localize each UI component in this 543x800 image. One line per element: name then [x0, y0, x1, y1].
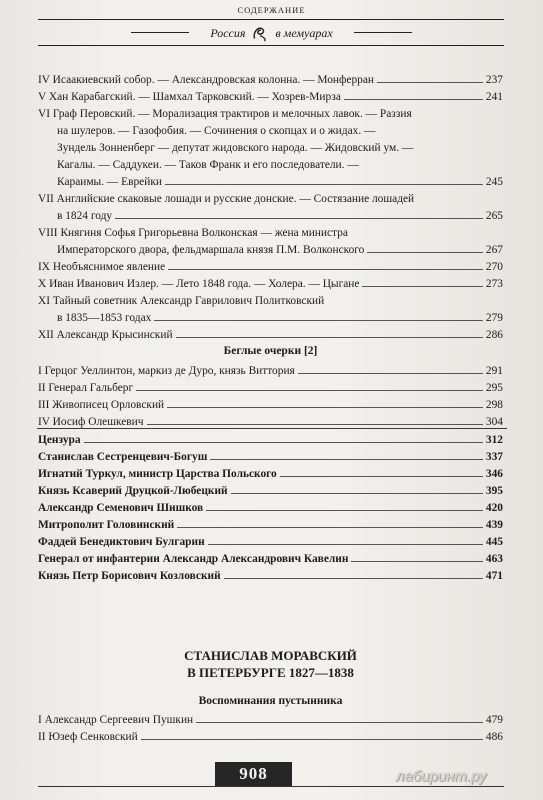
toc-entry	[38, 327, 503, 344]
toc-entry	[38, 551, 503, 568]
section-title-sketches: Беглые очерки [2]	[223, 345, 318, 357]
toc-group-chapters	[38, 72, 503, 344]
toc-entry	[38, 293, 503, 327]
toc-entry-text: Митрополит Головинский	[38, 519, 175, 531]
toc-entry-text: Кагалы. — Саддукеи. — Таков Франк и его последователи. —	[57, 159, 359, 171]
toc-entry-text: I Александр Сергеевич Пушкин	[38, 714, 194, 726]
swash-left	[131, 32, 189, 33]
toc-group-memoirs	[38, 712, 503, 746]
page-number: 908	[215, 762, 292, 786]
toc-entry-text: Караимы. — Еврейки	[57, 176, 162, 188]
header-rule-top	[38, 19, 504, 20]
toc-entry-text: II Генерал Гальберг	[38, 382, 134, 394]
toc-entry	[38, 729, 503, 746]
toc-entry-text: VII Английские скаковые лошади и русские донские. — Состязание лошадей	[38, 193, 415, 205]
toc-entry	[38, 432, 503, 449]
dot-leader	[210, 458, 483, 460]
toc-entry-text: Александр Семенович Шишков	[38, 502, 204, 514]
toc-entry-text: IV Иосиф Олешкевич	[38, 416, 144, 428]
toc-page-number: 346	[485, 468, 503, 480]
series-logo-icon	[251, 25, 269, 43]
toc-entry	[38, 106, 503, 191]
toc-entry	[38, 466, 503, 483]
toc-page-number: 241	[485, 91, 503, 103]
toc-entry	[38, 380, 503, 397]
dot-leader	[362, 285, 483, 287]
toc-entry-text: Князь Петр Борисович Козловский	[38, 570, 221, 582]
toc-group-sketches	[38, 363, 503, 431]
toc-entry-text: I Герцог Уеллинтон, маркиз де Дуро, князь Виттория	[38, 365, 295, 377]
toc-entry	[38, 191, 503, 225]
dot-leader	[177, 526, 483, 528]
dot-leader	[136, 389, 483, 391]
toc-entry-text: IX Необъяснимое явление	[38, 261, 166, 273]
toc-page-number: 298	[485, 399, 503, 411]
running-header: СОДЕРЖАНИЕ	[237, 5, 306, 15]
toc-page-number: 420	[485, 502, 503, 514]
toc-page-number: 295	[485, 382, 503, 394]
toc-entry-text: III Живописец Орловский	[38, 399, 165, 411]
dot-leader	[167, 406, 483, 408]
toc-page-number: 395	[485, 485, 503, 497]
toc-page-number: 279	[485, 312, 503, 324]
toc-entry	[38, 712, 503, 729]
toc-entry-text: V Хан Карабагский. — Шамхал Тарковский. — Хозрев-Мирза	[38, 91, 341, 103]
part-title-line2: В ПЕТЕРБУРГЕ 1827—1838	[187, 665, 354, 680]
toc-entry-text: Генерал от инфантерии Александр Александрович Кавелин	[38, 553, 349, 565]
toc-entry-text: в 1835—1853 годах	[57, 312, 152, 324]
toc-group-portraits	[38, 432, 503, 585]
toc-entry	[38, 449, 503, 466]
dot-leader	[115, 217, 483, 219]
toc-entry-text: Станислав Сестренцевич-Богуш	[38, 451, 208, 463]
toc-entry-text: XII Александр Крысинский	[38, 329, 173, 341]
toc-page-number: 463	[485, 553, 503, 565]
part-title-line1: СТАНИСЛАВ МОРАВСКИЙ	[184, 648, 357, 663]
toc-page-number: 312	[485, 434, 503, 446]
dot-leader	[280, 475, 483, 477]
toc-entry	[38, 363, 503, 380]
toc-page-number: 237	[485, 74, 503, 86]
series-title-right: в мемуарах	[275, 25, 333, 40]
toc-page-number: 286	[485, 329, 503, 341]
toc-page-number: 270	[485, 261, 503, 273]
toc-entry	[38, 500, 503, 517]
toc-entry-text: Фаддей Бенедиктович Булгарин	[38, 536, 205, 548]
toc-entry	[38, 397, 503, 414]
dot-leader	[224, 577, 483, 579]
series-title-left: Россия	[210, 25, 246, 40]
toc-entry-text: XI Тайный советник Александр Гаврилович Политковский	[38, 295, 325, 307]
toc-entry	[38, 225, 503, 259]
dot-leader	[165, 183, 483, 185]
toc-entry-text: Императорского двора, фельдмаршала князя П.М. Волконского	[57, 244, 365, 256]
toc-entry-text: VIII Княгиня Софья Григорьевна Волконская — жена министра	[38, 227, 348, 239]
toc-page-number: 471	[485, 570, 503, 582]
dot-leader	[367, 251, 483, 253]
dot-leader	[168, 268, 483, 270]
toc-page-number: 337	[485, 451, 503, 463]
toc-entry	[38, 259, 503, 276]
dot-leader	[208, 543, 483, 545]
dot-leader	[206, 509, 483, 511]
toc-page-number: 291	[485, 365, 503, 377]
section-title-memoirs: Воспоминания пустынника	[198, 695, 343, 707]
toc-page-number: 479	[485, 714, 503, 726]
toc-entry-text: X Иван Иванович Излер. — Лето 1848 года. — Холера. — Цыгане	[38, 278, 360, 290]
dot-leader	[154, 319, 483, 321]
toc-entry-text: в 1824 году	[57, 210, 113, 222]
dot-leader	[147, 423, 484, 425]
dot-leader	[298, 372, 483, 374]
toc-entry-text: Игнатий Туркул, министр Царства Польского	[38, 468, 277, 480]
toc-entry	[38, 534, 503, 551]
series-title	[0, 25, 543, 43]
toc-entry	[38, 276, 503, 293]
toc-page-number: 486	[485, 731, 503, 743]
dot-leader	[344, 98, 483, 100]
dot-leader	[377, 81, 483, 83]
toc-page-number: 273	[485, 278, 503, 290]
dot-leader	[84, 441, 483, 443]
toc-entry-text: на шулеров. — Газофобия. — Сочинения о скопцах и о жидах. —	[57, 125, 376, 137]
dot-leader	[196, 721, 483, 723]
toc-page-number: 445	[485, 536, 503, 548]
toc-page-number: 439	[485, 519, 503, 531]
dot-leader	[141, 738, 483, 740]
toc-page-number: 267	[485, 244, 503, 256]
toc-page-number: 265	[485, 210, 503, 222]
toc-entry	[38, 483, 503, 500]
toc-entry	[38, 89, 503, 106]
header-rule-bottom	[38, 45, 504, 46]
toc-entry-text: IV Исаакиевский собор. — Александровская колонна. — Монферран	[38, 74, 374, 86]
toc-entry-text: II Юзеф Сенковский	[38, 731, 138, 743]
toc-entry	[38, 568, 503, 585]
toc-entry-text: Цензура	[38, 434, 81, 446]
toc-entry-text: Князь Ксаверий Друцкой-Любецкий	[38, 485, 228, 497]
watermark: лабиринт.ру	[396, 768, 487, 785]
dot-leader	[231, 492, 483, 494]
swash-right	[354, 32, 412, 33]
toc-entry-text: VI Граф Перовский. — Морализация трактиров и мелочных лавок. — Раззия	[38, 108, 412, 120]
toc-page-number: 304	[485, 416, 503, 428]
section-divider	[37, 428, 507, 429]
footer-rule	[38, 786, 504, 787]
dot-leader	[351, 560, 483, 562]
toc-page-number: 245	[485, 176, 503, 188]
toc-entry	[38, 517, 503, 534]
toc-entry-text: Зундель Зонненберг — депутат жидовского народа. — Жидовский ум. —	[57, 142, 414, 154]
toc-entry	[38, 72, 503, 89]
dot-leader	[176, 336, 483, 338]
